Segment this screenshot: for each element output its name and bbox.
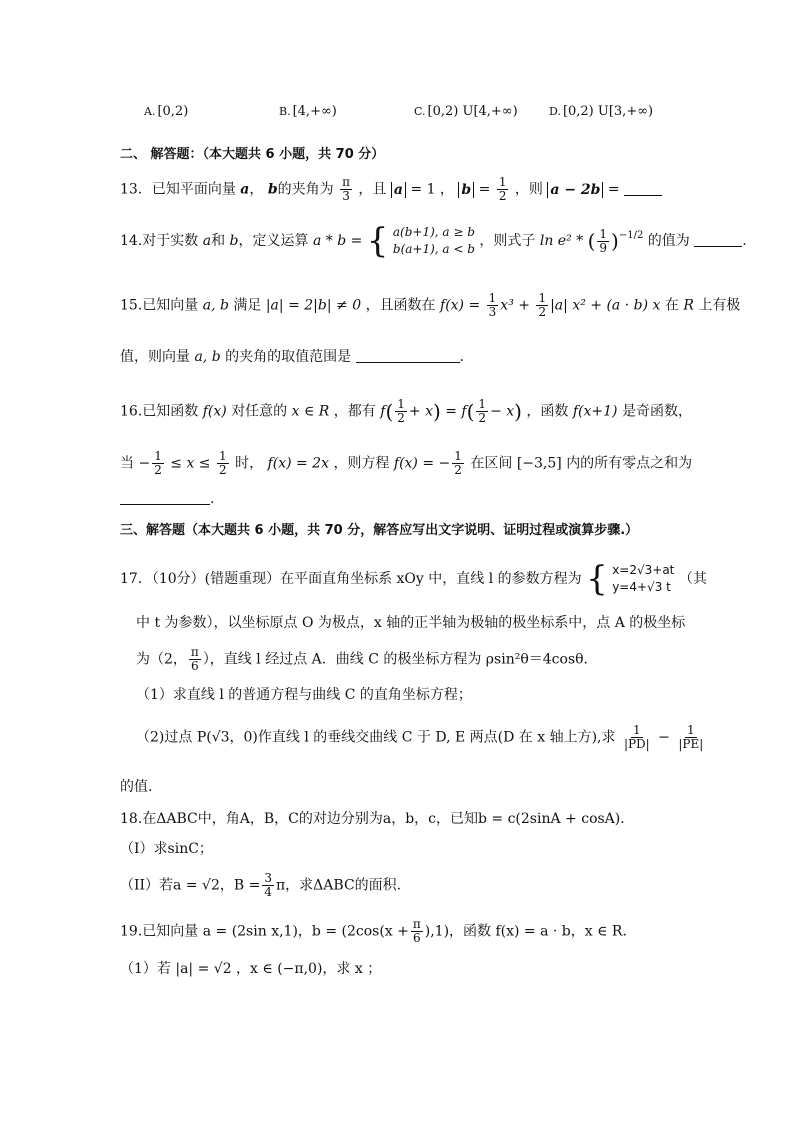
question-18-part-1: （I）求sinC；: [120, 841, 213, 857]
question-17-line-1: 17．（10分）(错题重现）在平面直角坐标系 xOy 中，直线 l 的参数方程为 { x=2√3+at y=4+√3 t （其: [120, 559, 707, 599]
option-b: B. [4,+∞): [279, 104, 337, 119]
question-13: 13．已知平面向量 a， b的夹角为 $\frac{\pi}{3}$ ，且 a = 1 ， b = $\frac{1}{2}$ ，则 a − 2b =: [120, 176, 684, 203]
question-16-line-2: 当 − $\frac{1}{2}$ ≤ x ≤ $\frac{1}{2}$ 时， f(x) = 2x ，则方程 f(x) = − $\frac{1}{2}$ 在区间 [−3,5] 内的所有零点之和为: [120, 449, 693, 477]
question-14: 14.对于实数 a和 b，定义运算 a * b = { a(b+1), a ≥ b b(a+1), a < b ，则式子 ln e² * ( $\frac{1}{9}$ )$^{-1/2}$ 的值为 .: [120, 221, 747, 261]
fraction-half: $\frac{1}{2}$: [498, 175, 507, 203]
option-d: D. [0,2) U[3,+∞): [549, 104, 654, 119]
answer-blank-15[interactable]: [356, 348, 460, 363]
abs-a-minus-2b: a − 2b: [547, 182, 603, 198]
piecewise-cases: a(b+1), a ≥ b b(a+1), a < b: [392, 225, 475, 256]
option-c: C. [0,2) U[4,+∞): [414, 104, 518, 119]
question-17-part-1: （1）求直线 l 的普通方程与曲线 C 的直角坐标方程；: [136, 687, 472, 703]
fraction-one-ninth: $\frac{1}{9}$: [599, 226, 608, 255]
question-15-line-1: 15.已知向量 a, b 满足 |a| = 2|b| ≠ 0 ，且函数在 f(x) = $\frac{1}{3}$ x³ + $\frac{1}{2}$ |a| x² + (a · b) x 在 R 上有极: [120, 291, 741, 319]
question-19-line-1: 19.已知向量 a = (2sin x,1)，b = (2cos(x + $\frac{\pi}{6}$ ),1)，函数 f(x) = a · b，x ∈ R．: [120, 917, 637, 945]
answer-blank-14[interactable]: [694, 232, 742, 247]
question-17-part-2: （2)过点 P(√3，0)作直线 l 的垂线交曲线 C 于 D, E 两点(D 在 x 轴上方),求 $\frac{1}{|PD|}$ − $\frac{1}{|PE|}$: [136, 723, 704, 751]
question-16-line-1: 16.已知函数 f(x) 对任意的 x ∈ R ，都有 f( $\frac{1}{2}$ + x) = f( $\frac{1}{2}$ − x) ，函数 f(x+1) 是奇函数，: [120, 397, 692, 425]
answer-options-row: [144, 104, 684, 119]
question-18-line-1: 18.在ΔABC中，角A，B，C的对边分别为a，b，c，已知b = c(2sinA + cosA).: [120, 811, 625, 827]
question-17-end: 的值.: [120, 779, 153, 795]
section-3-heading: 三、解答题（本大题共 6 小题，共 70 分，解答应写出文字说明、证明过程或演算步骤.）: [120, 523, 639, 538]
question-17-line-3: 为（2， $\frac{\pi}{6}$ ），直线 l 经过点 A．曲线 C 的极坐标方程为 ρsin²θ＝4cosθ．: [136, 645, 598, 673]
abs-b: b: [458, 182, 474, 198]
parametric-system: x=2√3+at y=4+√3 t: [612, 563, 675, 594]
fraction-pi-over-3: $\frac{\pi}{3}$: [342, 175, 350, 203]
answer-blank-13[interactable]: [624, 181, 662, 196]
question-16-answer: .: [120, 488, 684, 510]
option-a: A. [0,2): [144, 104, 189, 119]
question-15-line-2: 值，则向量 a, b 的夹角的取值范围是 ．: [120, 349, 474, 365]
section-2-heading: 二、 解答题：（本大题共 6 小题，共 70 分）: [120, 147, 385, 162]
left-brace: {: [366, 221, 389, 261]
question-19-part-1: （1）若 |a| = √2 ，x ∈ (−π,0)，求 x ；: [120, 961, 382, 977]
question-17-line-2: 中 t 为参数），以坐标原点 O 为极点，x 轴的正半轴为极轴的极坐标系中，点 A 的极坐标: [136, 615, 686, 631]
question-18-part-2: （II）若a = √2，B = $\frac{3}{4}$ π，求ΔABC的面积.: [120, 871, 402, 899]
abs-a: a: [391, 182, 406, 198]
answer-blank-16[interactable]: [120, 490, 210, 505]
